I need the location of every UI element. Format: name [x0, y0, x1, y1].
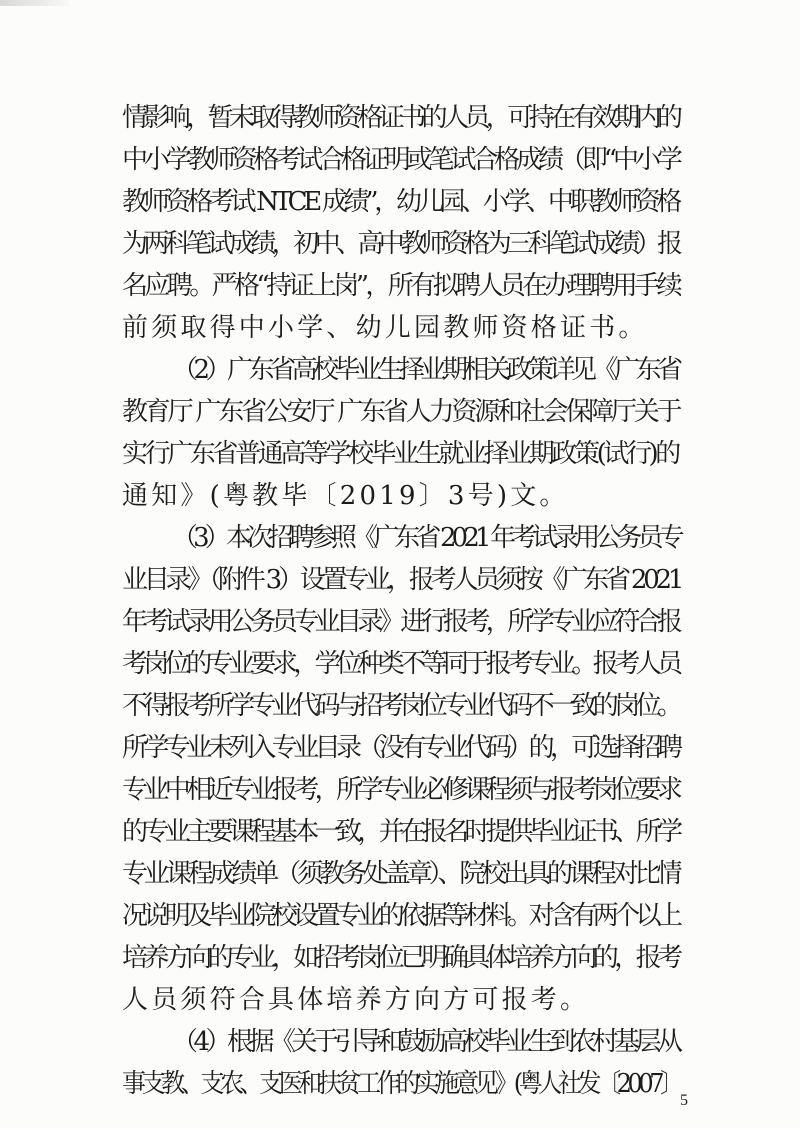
text-line-21: 培养方向的专业，如招考岗位已明确具体培养方向的，报考 [122, 943, 679, 973]
text-line-24: 事支教、支农、支医和扶贫工作的实施意见》(粤人社发〔2007〕 [122, 1069, 680, 1099]
text-line-22: 人员须符合具体培养方向方可报考。 [122, 985, 590, 1015]
text-line-7: （2）广东省高校毕业生择业期相关政策详见《广东省 [172, 355, 679, 385]
text-line-23: （4）根据《关于引导和鼓励高校毕业生到农村基层从 [172, 1027, 679, 1057]
text-line-5: 名应聘。严格“持证上岗”，所有拟聘人员在办理聘用手续 [122, 271, 679, 301]
text-line-2: 中小学教师资格考试合格证明或笔试合格成绩（即“中小学 [122, 145, 679, 175]
text-line-6: 前须取得中小学、幼儿园教师资格证书。 [122, 313, 648, 343]
text-line-10: 通知》(粤教毕〔2019〕3号)文。 [122, 481, 569, 511]
scan-corner-mark [0, 0, 70, 6]
text-line-12: 业目录》（附件 3）设置专业，报考人员须按《广东省 2021 [122, 565, 681, 595]
page-number: 5 [680, 1092, 688, 1109]
text-line-11: （3）本次招聘参照《广东省 2021 年考试录用公务员专 [172, 523, 680, 553]
text-line-4: 为两科笔试成绩，初中、高中教师资格为三科笔试成绩）报 [122, 229, 679, 259]
text-line-9: 实行广东省普通高等学校毕业生就业择业期政策(试行)的 [122, 439, 678, 469]
text-line-20: 况说明及毕业院校设置专业的依据等材料。对含有两个以上 [122, 901, 679, 931]
text-line-14: 考岗位的专业要求，学位种类不等同于报考专业。报考人员 [122, 649, 679, 679]
text-line-13: 年考试录用公务员专业目录》进行报考，所学专业应符合报 [122, 607, 679, 637]
text-line-16: 所学专业未列入专业目录（没有专业代码）的，可选择招聘 [122, 733, 679, 763]
text-line-19: 专业课程成绩单（须教务处盖章）、院校出具的课程对比情 [122, 859, 679, 889]
text-line-15: 不得报考所学专业代码与招考岗位专业代码不一致的岗位。 [122, 691, 679, 721]
text-line-8: 教育厅 广东省公安厅 广东省人力资源和社会保障厅关于 [122, 397, 680, 427]
text-line-3: 教师资格考试 NTCE 成绩”，幼儿园、小学、中职教师资格 [122, 187, 679, 217]
text-line-17: 专业中相近专业报考，所学专业必修课程须与报考岗位要求 [122, 775, 679, 805]
text-line-1: 情影响，暂未取得教师资格证书的人员，可持在有效期内的 [122, 103, 679, 133]
text-line-18: 的专业主要课程基本一致，并在报名时提供毕业证书、所学 [122, 817, 679, 847]
